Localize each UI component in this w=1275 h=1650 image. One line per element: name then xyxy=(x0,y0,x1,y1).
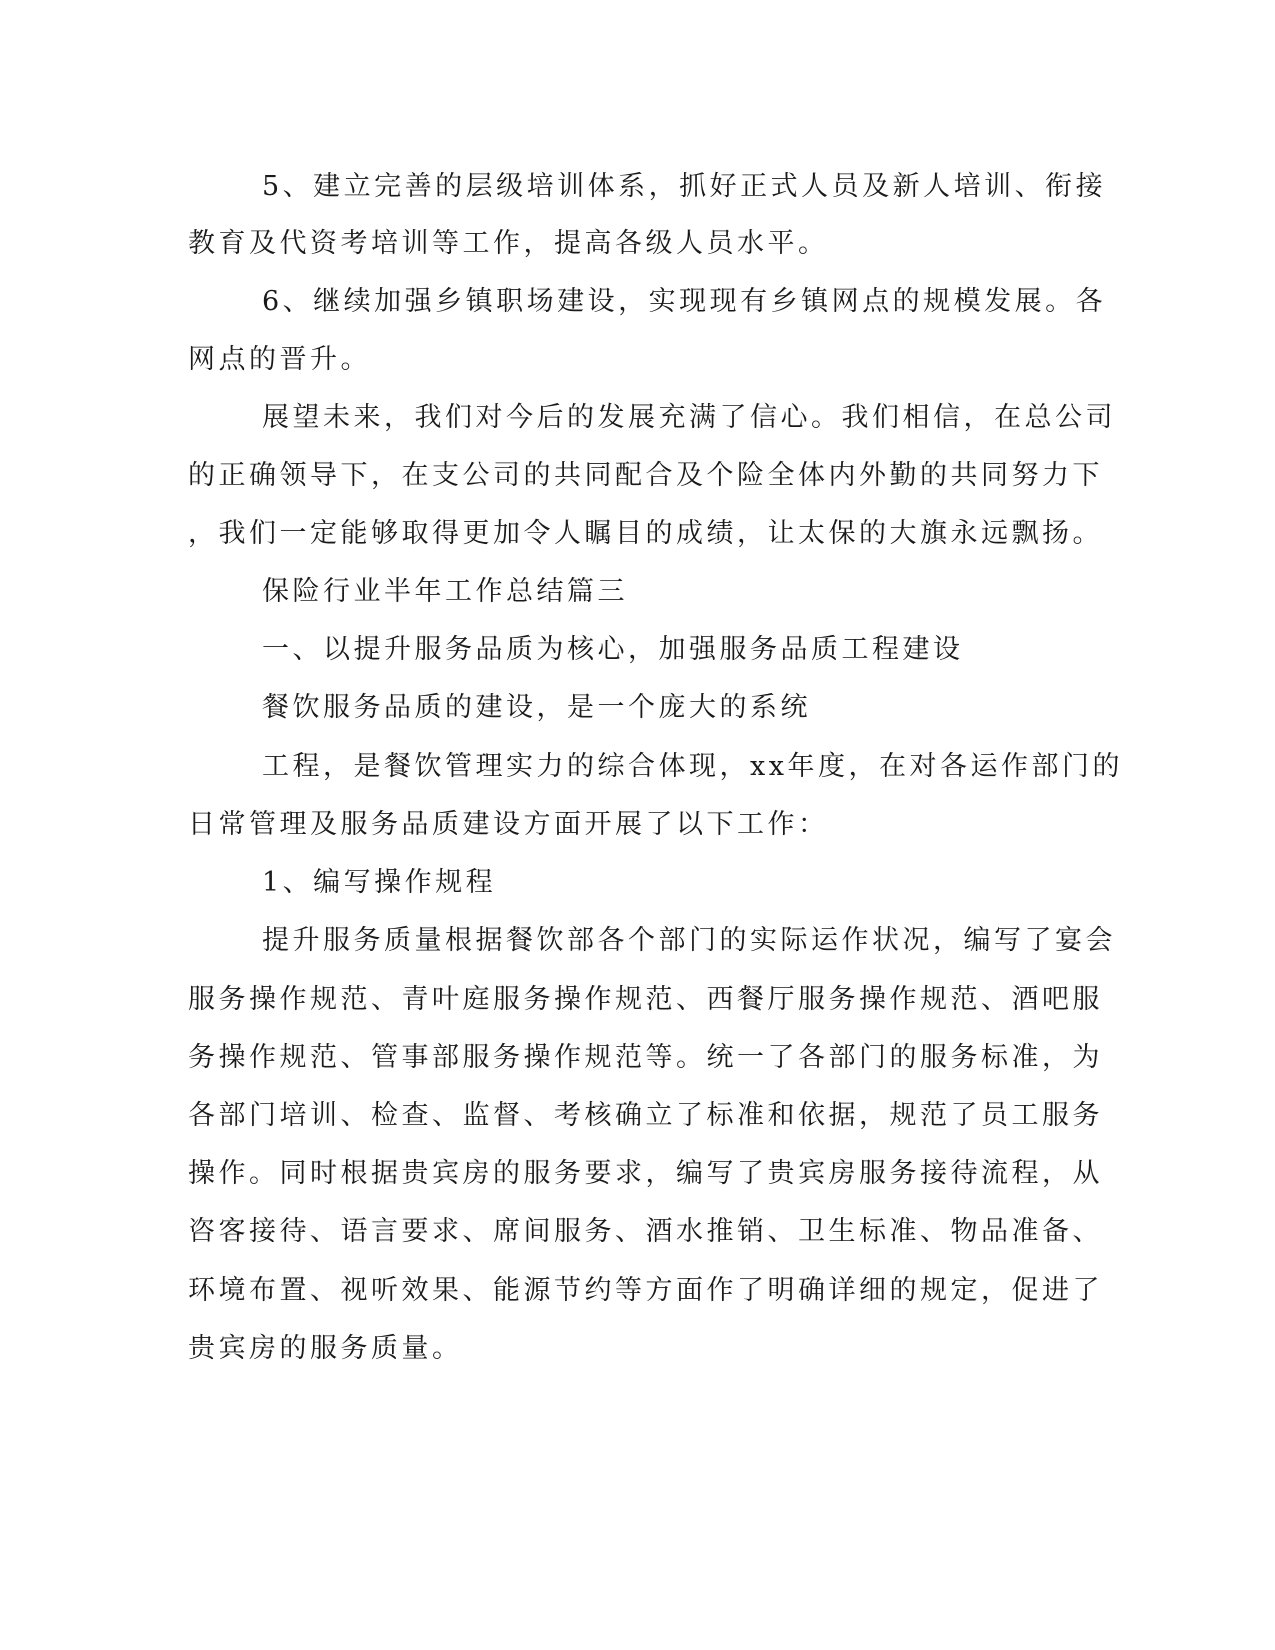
procedures-paragraph-line-3: 务操作规范、管事部服务操作规范等。统一了各部门的服务标准，为 xyxy=(188,1042,1103,1073)
outlook-paragraph-line-1: 展望未来，我们对今后的发展充满了信心。我们相信，在总公司 xyxy=(262,402,1116,433)
section-title: 保险行业半年工作总结篇三 xyxy=(262,576,628,607)
procedures-paragraph-line-2: 服务操作规范、青叶庭服务操作规范、西餐厅服务操作规范、酒吧服 xyxy=(188,984,1103,1015)
service-quality-line-2: 工程，是餐饮管理实力的综合体现，xx年度，在对各运作部门的 xyxy=(262,751,1123,782)
service-quality-line-1: 餐饮服务品质的建设，是一个庞大的系统 xyxy=(262,692,811,723)
outlook-paragraph-line-3: ，我们一定能够取得更加令人瞩目的成绩，让太保的大旗永远飘扬。 xyxy=(188,518,1103,549)
outlook-paragraph-line-2: 的正确领导下，在支公司的共同配合及个险全体内外勤的共同努力下 xyxy=(188,460,1103,491)
paragraph-5-line-2: 教育及代资考培训等工作，提高各级人员水平。 xyxy=(188,228,829,259)
paragraph-6-line-2: 网点的晋升。 xyxy=(188,344,371,375)
subheading-1: 1、编写操作规程 xyxy=(262,867,497,898)
paragraph-5-line-1: 5、建立完善的层级培训体系，抓好正式人员及新人培训、衔接 xyxy=(262,171,1107,202)
heading-one: 一、以提升服务品质为核心，加强服务品质工程建设 xyxy=(262,634,964,665)
procedures-paragraph-line-7: 环境布置、视听效果、能源节约等方面作了明确详细的规定，促进了 xyxy=(188,1275,1103,1306)
paragraph-6-line-1: 6、继续加强乡镇职场建设，实现现有乡镇网点的规模发展。各 xyxy=(262,286,1107,317)
procedures-paragraph-line-1: 提升服务质量根据餐饮部各个部门的实际运作状况，编写了宴会 xyxy=(262,925,1116,956)
procedures-paragraph-line-4: 各部门培训、检查、监督、考核确立了标准和依据，规范了员工服务 xyxy=(188,1100,1103,1131)
service-quality-line-3: 日常管理及服务品质建设方面开展了以下工作： xyxy=(188,809,829,840)
procedures-paragraph-line-5: 操作。同时根据贵宾房的服务要求，编写了贵宾房服务接待流程，从 xyxy=(188,1158,1103,1189)
procedures-paragraph-line-6: 咨客接待、语言要求、席间服务、酒水推销、卫生标准、物品准备、 xyxy=(188,1216,1103,1247)
procedures-paragraph-line-8: 贵宾房的服务质量。 xyxy=(188,1333,463,1364)
